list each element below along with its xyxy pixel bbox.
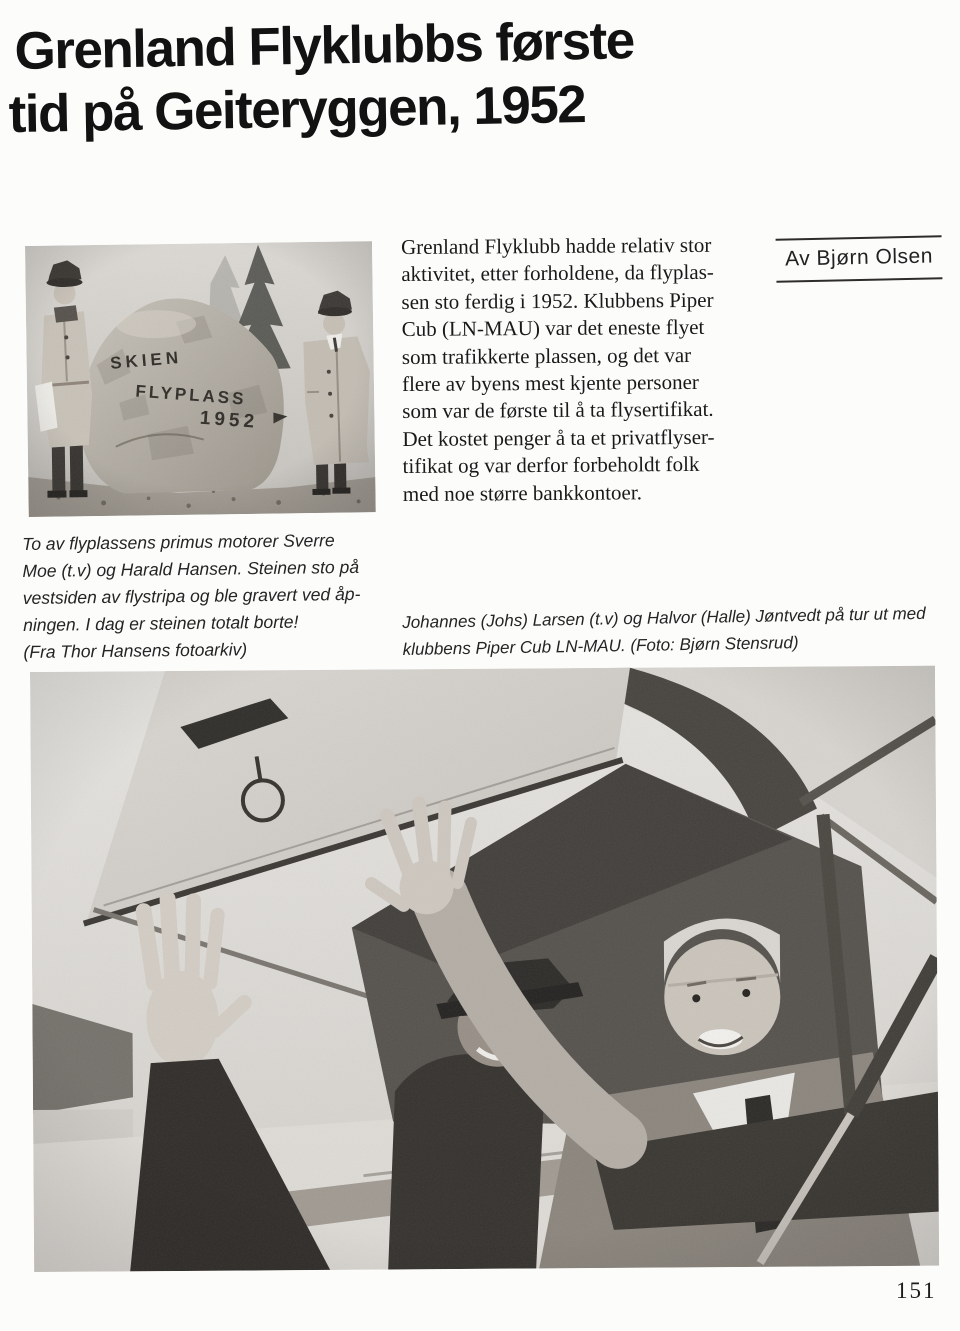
byline-text: Av Bjørn Olsen bbox=[784, 244, 934, 271]
byline-box bbox=[776, 235, 943, 282]
page-title-line2: tid på Geiteryggen, 1952 bbox=[8, 75, 586, 145]
caption-line: Moe (t.v) og Harald Hansen. Steinen sto på bbox=[22, 556, 360, 581]
article-line: som var de første til å ta flysertifikat. bbox=[402, 397, 714, 424]
photo-grain bbox=[25, 241, 376, 517]
plane-photo-caption bbox=[402, 599, 951, 663]
caption-line: vestsiden av flystripa og ble gravert ved åp- bbox=[22, 583, 361, 608]
article-line: flere av byens mest kjente personer bbox=[401, 369, 699, 397]
article-line: tifikat og var derfor forbeholdt folk bbox=[402, 452, 700, 479]
stone-photo-caption bbox=[22, 526, 416, 666]
article-body bbox=[401, 231, 765, 508]
article-line: Grenland Flyklubb hadde relativ stor bbox=[401, 232, 712, 259]
article-line: som trafikkerte plassen, og det var bbox=[401, 342, 692, 369]
article-line: Det kostet penger å ta et privatflyser- bbox=[402, 424, 715, 451]
stone-photo-image bbox=[25, 241, 376, 517]
article-line: Cub (LN-MAU) var det eneste flyet bbox=[401, 315, 705, 342]
article-line: med noe større bankkontoer. bbox=[402, 479, 643, 506]
plane-photo bbox=[30, 666, 939, 1272]
plane-photo-image bbox=[30, 666, 939, 1272]
page-title-line1: Grenland Flyklubbs første bbox=[14, 11, 635, 81]
caption-line: (Fra Thor Hansens fotoarkiv) bbox=[23, 639, 248, 662]
page-number: 151 bbox=[896, 1278, 937, 1303]
stone-photo bbox=[25, 241, 376, 517]
article-line: sen sto ferdig i 1952. Klubbens Piper bbox=[401, 287, 714, 314]
caption-line: klubbens Piper Cub LN-MAU. (Foto: Bjørn Stensrud) bbox=[402, 633, 799, 659]
caption-line: Johannes (Johs) Larsen (t.v) og Halvor (Halle) Jøntvedt på tur ut med bbox=[402, 603, 926, 632]
article-line: aktivitet, etter forholdene, da flyplas- bbox=[401, 260, 714, 287]
photo-grain bbox=[30, 666, 939, 1272]
page-title bbox=[8, 9, 635, 146]
caption-line: ningen. I dag er steinen totalt borte! bbox=[23, 611, 299, 635]
caption-line: To av flyplassens primus motorer Sverre bbox=[22, 530, 335, 554]
